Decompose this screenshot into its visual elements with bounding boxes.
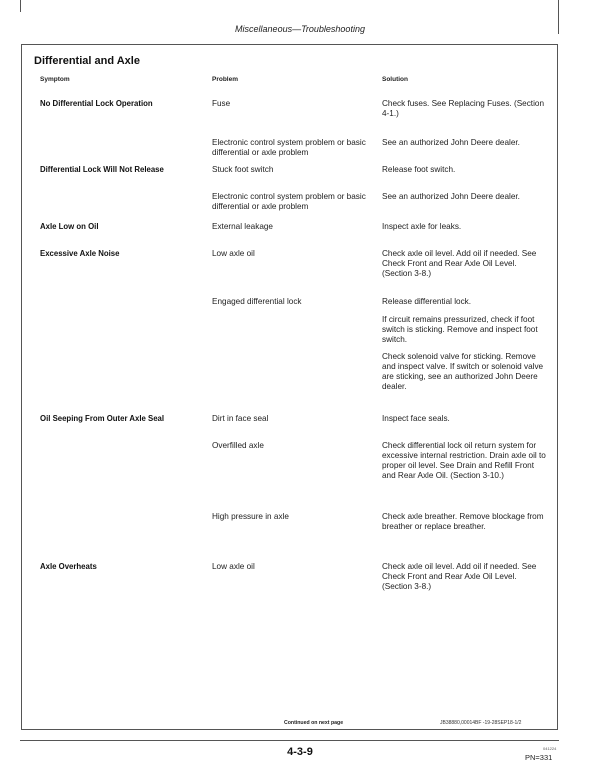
problem-cell: Overfilled axle (212, 441, 264, 450)
left-margin-rule (20, 0, 21, 12)
symptom-cell: Excessive Axle Noise (40, 249, 120, 258)
symptom-cell: Axle Low on Oil (40, 222, 99, 231)
problem-cell: Electronic control system problem or basic differential or axle problem (212, 192, 366, 211)
solution-cell: Check axle oil level. Add oil if needed. See Check Front and Rear Axle Oil Level. (Section 3-8.) (382, 562, 537, 591)
solution-cell: Check differential lock oil return system for excessive internal restriction. Drain axle oil to proper oil level. See Drain and Refill Front and Rear Axle Oil. (Section 3-10.) (382, 441, 546, 480)
footer-rule (20, 740, 559, 741)
solution-cell: Check solenoid valve for sticking. Remove and inspect valve. If switch or solenoid valve are sticking, see an authorized John Deere dealer. (382, 352, 544, 391)
solution-cell: Inspect axle for leaks. (382, 222, 462, 231)
solution-cell: Release foot switch. (382, 165, 456, 174)
problem-cell: Stuck foot switch (212, 165, 274, 174)
page-number: 4-3-9 (287, 746, 313, 758)
solution-cell: Inspect face seals. (382, 414, 450, 423)
symptom-cell: No Differential Lock Operation (40, 99, 153, 108)
column-header-symptom: Symptom (40, 76, 70, 83)
running-header: Miscellaneous—Troubleshooting (235, 24, 365, 34)
symptom-cell: Axle Overheats (40, 562, 97, 571)
problem-cell: Fuse (212, 99, 231, 108)
problem-cell: Engaged differential lock (212, 297, 302, 306)
problem-cell: Electronic control system problem or basic differential or axle problem (212, 138, 366, 157)
solution-cell: Check axle oil level. Add oil if needed. See Check Front and Rear Axle Oil Level. (Section 3-8.) (382, 249, 537, 278)
continued-note: Continued on next page (284, 720, 344, 726)
problem-cell: High pressure in axle (212, 512, 289, 521)
solution-cell: See an authorized John Deere dealer. (382, 138, 520, 147)
panel-top-rule (21, 44, 558, 45)
problem-cell: Low axle oil (212, 249, 255, 258)
problem-cell: External leakage (212, 222, 273, 231)
problem-cell: Dirt in face seal (212, 414, 269, 423)
solution-cell: Check axle breather. Remove blockage from breather or replace breather. (382, 512, 544, 531)
solution-cell: See an authorized John Deere dealer. (382, 192, 520, 201)
section-title: Differential and Axle (34, 55, 140, 67)
revision-code: 041224 (543, 746, 557, 751)
pn-number: PN=331 (525, 753, 553, 762)
document-code: JB38880,00014BF -19-28SEP18-1/2 (440, 720, 522, 726)
column-header-solution: Solution (382, 76, 408, 83)
solution-cell: If circuit remains pressurized, check if foot switch is sticking. Remove and inspect foot switch. (382, 315, 538, 344)
column-header-problem: Problem (212, 76, 239, 83)
solution-cell: Check fuses. See Replacing Fuses. (Section 4-1.) (382, 99, 545, 118)
problem-cell: Low axle oil (212, 562, 255, 571)
symptom-cell: Oil Seeping From Outer Axle Seal (40, 414, 165, 423)
symptom-cell: Differential Lock Will Not Release (40, 165, 164, 174)
solution-cell: Release differential lock. (382, 297, 472, 306)
